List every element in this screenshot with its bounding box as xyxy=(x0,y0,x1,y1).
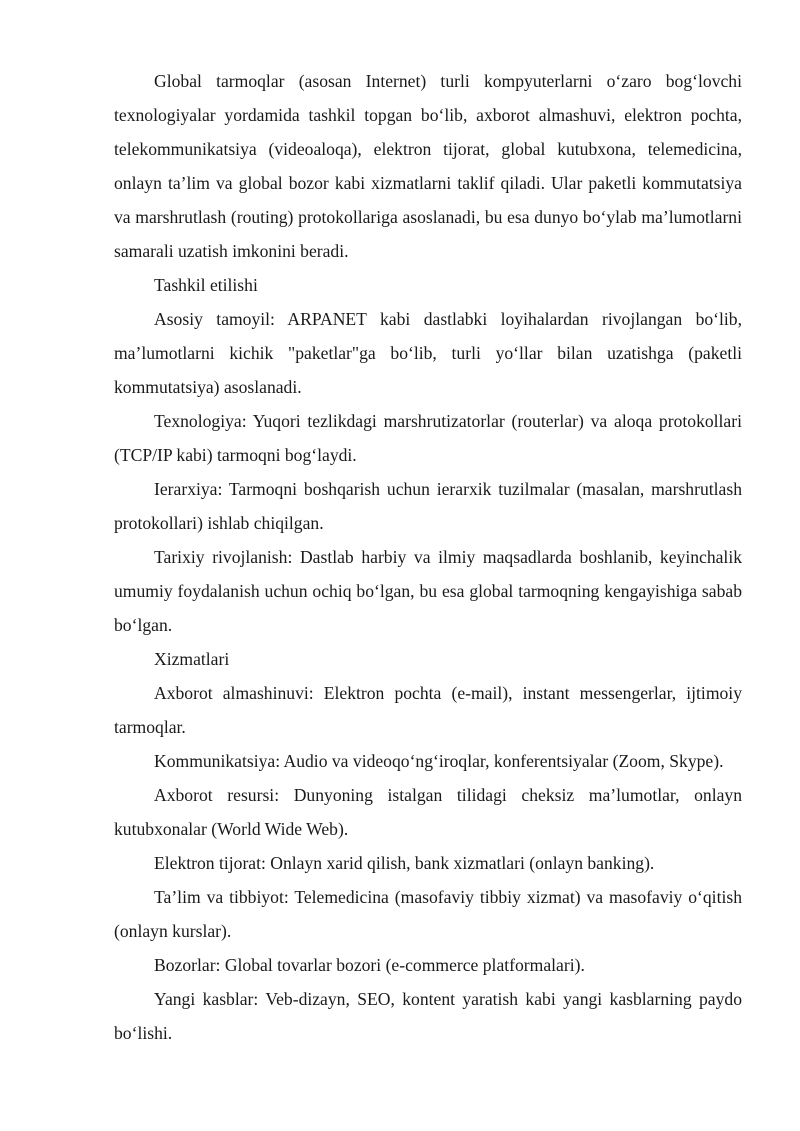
paragraph-markets: Bozorlar: Global tovarlar bozori (e-commerce platformalari). xyxy=(154,955,585,975)
intro-paragraph: Global tarmoqlar (asosan Internet) turli kompyuterlarni o‘zaro bog‘lovchi texnologiyalar yordamida tashkil topgan bo‘lib, axborot almashuvi, elektron pochta, telekommunikatsiya (videoaloqa), elektron tijorat, global kutubxona, telemedicina, onlayn ta’lim va global bozor kabi xizmatlarni taklif qiladi. Ular paketli kommutatsiya va marshrutlash (routing) protokollariga asoslanadi, bu esa dunyo bo‘ylab ma’lumotlarni samarali uzatish imkonini beradi. xyxy=(114,71,742,261)
document-page xyxy=(114,64,742,1050)
paragraph-history: Tarixiy rivojlanish: Dastlab harbiy va ilmiy maqsadlarda boshlanib, keyinchalik umumiy foydalanish uchun ochiq bo‘lgan, bu esa global tarmoqning kengayishiga sabab bo‘lgan. xyxy=(114,547,742,635)
paragraph-communication: Kommunikatsiya: Audio va videoqo‘ng‘iroqlar, konferentsiyalar (Zoom, Skype). xyxy=(154,751,724,771)
paragraph-information-resource: Axborot resursi: Dunyoning istalgan tilidagi cheksiz ma’lumotlar, onlayn kutubxonalar (World Wide Web). xyxy=(114,785,742,839)
paragraph-basic-principle: Asosiy tamoyil: ARPANET kabi dastlabki loyihalardan rivojlangan bo‘lib, ma’lumotlarni kichik "paketlar"ga bo‘lib, turli yo‘llar bilan uzatishga (paketli kommutatsiya) asoslanadi. xyxy=(114,309,742,397)
section-heading-services: Xizmatlari xyxy=(154,649,230,669)
paragraph-hierarchy: Ierarxiya: Tarmoqni boshqarish uchun ierarxik tuzilmalar (masalan, marshrutlash protokollari) ishlab chiqilgan. xyxy=(114,479,742,533)
paragraph-e-commerce: Elektron tijorat: Onlayn xarid qilish, bank xizmatlari (onlayn banking). xyxy=(154,853,655,873)
paragraph-new-professions: Yangi kasblar: Veb-dizayn, SEO, kontent yaratish kabi yangi kasblarning paydo bo‘lishi. xyxy=(114,989,742,1043)
paragraph-technology: Texnologiya: Yuqori tezlikdagi marshrutizatorlar (routerlar) va aloqa protokollari (TCP/IP kabi) tarmoqni bog‘laydi. xyxy=(114,411,742,465)
paragraph-education-medicine: Ta’lim va tibbiyot: Telemedicina (masofaviy tibbiy xizmat) va masofaviy o‘qitish (onlayn kurslar). xyxy=(114,887,742,941)
paragraph-information-exchange: Axborot almashinuvi: Elektron pochta (e-mail), instant messengerlar, ijtimoiy tarmoqlar. xyxy=(114,683,742,737)
section-heading-organization: Tashkil etilishi xyxy=(154,275,258,295)
